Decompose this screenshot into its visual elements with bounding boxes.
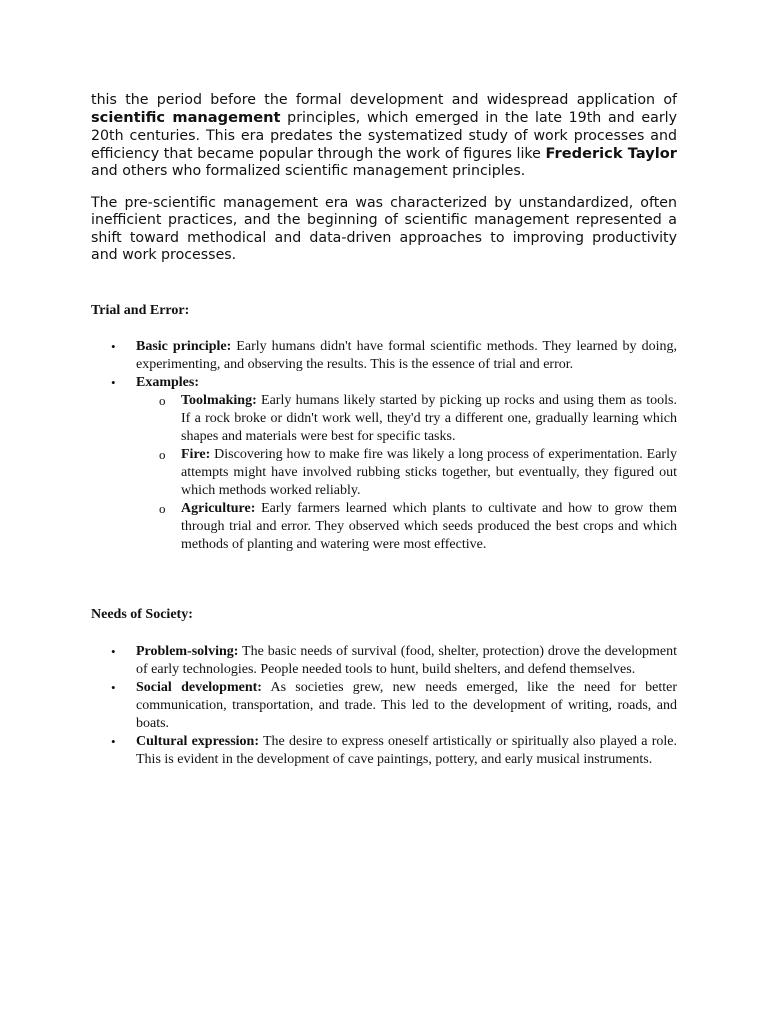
- section-heading-trial-and-error: Trial and Error:: [91, 303, 190, 318]
- item-label: Fire:: [181, 447, 211, 462]
- item-label: Examples:: [136, 375, 199, 390]
- sub-bullet-glyph: o: [159, 393, 166, 408]
- section-heading-needs-of-society: Needs of Society:: [91, 607, 193, 622]
- item-label: Agriculture:: [181, 501, 256, 516]
- trial-list: [91, 338, 677, 554]
- list-item: [91, 679, 677, 733]
- item-label: Social development:: [136, 680, 262, 695]
- item-text: The basic needs of survival (food, shelter, protection) drove the development of early technologies. People needed tools to hunt, build shelters, and defend themselves.: [136, 644, 677, 677]
- intro-text: this the period before the formal development and widespread application of: [91, 92, 677, 108]
- examples-sublist: [136, 392, 677, 554]
- item-label: Basic principle:: [136, 339, 232, 354]
- bullet-glyph: •: [111, 375, 116, 390]
- list-item: [136, 500, 677, 554]
- sub-bullet-glyph: o: [159, 447, 166, 462]
- intro-paragraph-2: The pre-scientific management era was characterized by unstandardized, often inefficient practices, and the beginning of scientific management represented a shift toward methodical and data-driven approaches to improving productivity and work processes.: [91, 195, 677, 263]
- item-text: Discovering how to make fire was likely a long process of experimentation. Early attempts might have involved rubbing sticks together, but eventually, they figured out which methods worked reliably.: [181, 447, 677, 498]
- item-label: Problem-solving:: [136, 644, 239, 659]
- intro-text: and others who formalized scientific management principles.: [91, 163, 526, 180]
- intro-bold-term: scientific management: [91, 109, 281, 127]
- list-item: [91, 374, 677, 554]
- list-item: [91, 338, 677, 374]
- item-text: As societies grew, new needs emerged, like the need for better communication, transportation, and trade. This led to the development of writing, roads, and boats.: [136, 680, 678, 731]
- needs-list: [91, 643, 677, 769]
- list-item: [91, 643, 677, 679]
- bullet-glyph: •: [111, 644, 116, 659]
- bullet-glyph: •: [111, 339, 116, 354]
- item-label: Toolmaking:: [181, 393, 257, 408]
- sub-bullet-glyph: o: [159, 501, 166, 516]
- bullet-glyph: •: [111, 734, 116, 749]
- item-text: Early farmers learned which plants to cultivate and how to grow them through trial and error. They observed which seeds produced the best crops and which methods of planting and watering were most effective.: [181, 501, 677, 552]
- item-text: The desire to express oneself artistically or spiritually also played a role. This is evident in the development of cave paintings, pottery, and early musical instruments.: [136, 734, 678, 767]
- intro-text: principles, which emerged in the late 19th and early 20th centuries. This era predates the systematized study of work processes and efficiency that became popular through the work of figures like: [91, 110, 677, 162]
- bullet-glyph: •: [111, 680, 116, 695]
- list-item: [91, 733, 677, 769]
- list-item: [136, 392, 677, 446]
- item-text: Early humans didn't have formal scientific methods. They learned by doing, experimenting, and observing the results. This is the essence of trial and error.: [136, 339, 677, 372]
- item-text: Early humans likely started by picking up rocks and using them as tools. If a rock broke or didn't work well, they'd try a different one, gradually learning which shapes and materials were best for specific tasks.: [181, 393, 677, 444]
- intro-paragraph-1: [91, 92, 677, 180]
- intro-bold-name: Frederick Taylor: [545, 144, 677, 162]
- list-item: [136, 446, 677, 500]
- item-label: Cultural expression:: [136, 734, 259, 749]
